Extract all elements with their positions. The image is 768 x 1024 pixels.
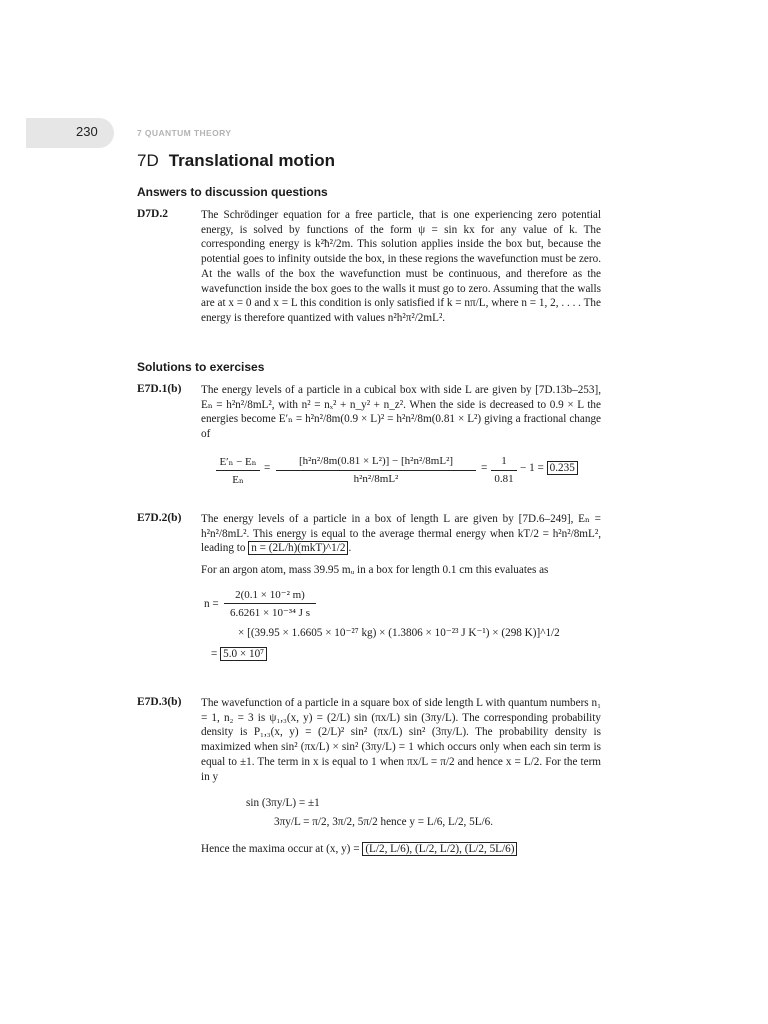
equals-sign: = [264,462,271,474]
fraction-bar [491,470,517,471]
e7d2-numerator: 2(0.1 × 10⁻² m) [235,589,305,601]
e7d1-lhs-numerator: E′ₙ − Eₙ [219,456,257,468]
section-number: 7D [137,151,159,170]
e7d1-label: E7D.1(b) [137,383,182,395]
d7d2-text: The Schrödinger equation for a free particle, that is one experiencing zero potential energy, is solved by functions of the form ψ = sin kx for any value of k. The corresponding energy is k²ħ²/2m. This solution applies inside the box but, because the potential goes to infinity outside the box, in these regions the wavefunction must be zero. At the walls of the box the wavefunction must be continuous, and therefore as the wavefunction inside the box goes to the walls it must go to zero. Assuming that the walls are at x = 0 and x = L this condition is only satisfied if k = nπ/L, where n = 1, 2, . . . . The energy is therefore quantized with values n²h²π²/2mL². [201,209,601,324]
fraction-bar [224,603,316,604]
e7d3-line2: 3πy/L = π/2, 3π/2, 5π/2 hence y = L/6, L/2, 5L/6. [274,816,494,828]
page-number: 230 [76,124,98,139]
e7d1-rhs-tail [520,462,578,474]
section-name: Translational motion [168,151,335,170]
e7d2-formula-box: n = (2L/h)(mkT)^1/2 [248,541,348,555]
e7d1-rhs-numerator: 1 [501,455,507,467]
e7d1-lhs-denominator: Eₙ [232,474,244,486]
fraction-bar [216,470,260,471]
e7d2-text: The energy levels of a particle in a box of length L are given by [7D.6–249], Eₙ = h²n²/8mL². This energy is equal to the average thermal energy when kT/2 = h²n²/8mL², leading to n = (2L/h)(mkT)^1/2 . [201,513,601,555]
e7d3-result-box: (L/2, L/6), (L/2, L/2), (L/2, 5L/6) [362,842,517,856]
e7d2-label: E7D.2(b) [137,512,182,524]
minus-one: − 1 = [520,462,544,474]
e7d1-result-box: 0.235 [547,461,578,475]
d7d2-label: D7D.2 [137,208,168,220]
equals-sign: = [481,462,488,474]
e7d2-result-box: 5.0 × 10⁷ [220,647,267,661]
chapter-header: 7 QUANTUM THEORY [137,128,232,138]
e7d3-label: E7D.3(b) [137,696,182,708]
e7d2-text-body: The energy levels of a particle in a box of length L are given by [7D.6–249], Eₙ = h²n²/8mL². This energy is equal to the average thermal energy when kT/2 = h²n²/8mL², leading to [201,513,601,555]
e7d2-result-line [211,648,267,660]
equals-sign: = [211,648,218,660]
discussion-heading: Answers to discussion questions [137,185,328,199]
e7d1-text: The energy levels of a particle in a cubical box with side L are given by [7D.13b–253], Eₙ = h²n²/8mL², with n² = nₓ² + n_y² + n_z². When the side is decreased to 0.9 × L the energies become E′ₙ = h²n²/8m(0.9 × L)² = h²n²/8m(0.81 × L²) giving a fractional change of [201,384,601,441]
n-equals: n = [204,598,219,610]
e7d3-text: The wavefunction of a particle in a square box of side length L with quantum numbers n₁ = 1, n₂ = 3 is ψ₁,₃(x, y) = (2/L) sin (πx/L) sin (3πy/L). The corresponding probability density is P₁,₃(x, y) = (2/L)² sin² (πx/L) sin² (3πy/L). The probability density is maximized when sin² (πx/L) × sin² (3πy/L) = 1 which occurs only when each sin term is equal to ±1. The term in x is equal to 1 when πx/L = π/2 and hence x = L/2. For the term in y [201,697,601,783]
e7d3-line1: sin (3πy/L) = ±1 [246,797,320,809]
e7d3-conclusion-text: Hence the maxima occur at (x, y) = [201,843,360,855]
e7d1-mid-denominator: h²n²/8mL² [353,473,399,485]
section-title [137,151,335,171]
e7d2-text2: For an argon atom, mass 39.95 mᵤ in a box for length 0.1 cm this evaluates as [201,564,549,576]
e7d2-denominator: 6.6261 × 10⁻³⁴ J s [230,607,310,619]
fraction-bar [276,470,476,471]
exercises-heading: Solutions to exercises [137,360,265,374]
e7d3-conclusion [201,843,517,855]
e7d1-rhs-denominator: 0.81 [494,473,514,485]
e7d1-mid-numerator: [h²n²/8m(0.81 × L²)] − [h²n²/8mL²] [298,455,454,467]
e7d2-factor: × [(39.95 × 1.6605 × 10⁻²⁷ kg) × (1.3806 × 10⁻²³ J K⁻¹) × (298 K)]^1/2 [238,627,560,639]
page-number-tab [26,118,114,148]
